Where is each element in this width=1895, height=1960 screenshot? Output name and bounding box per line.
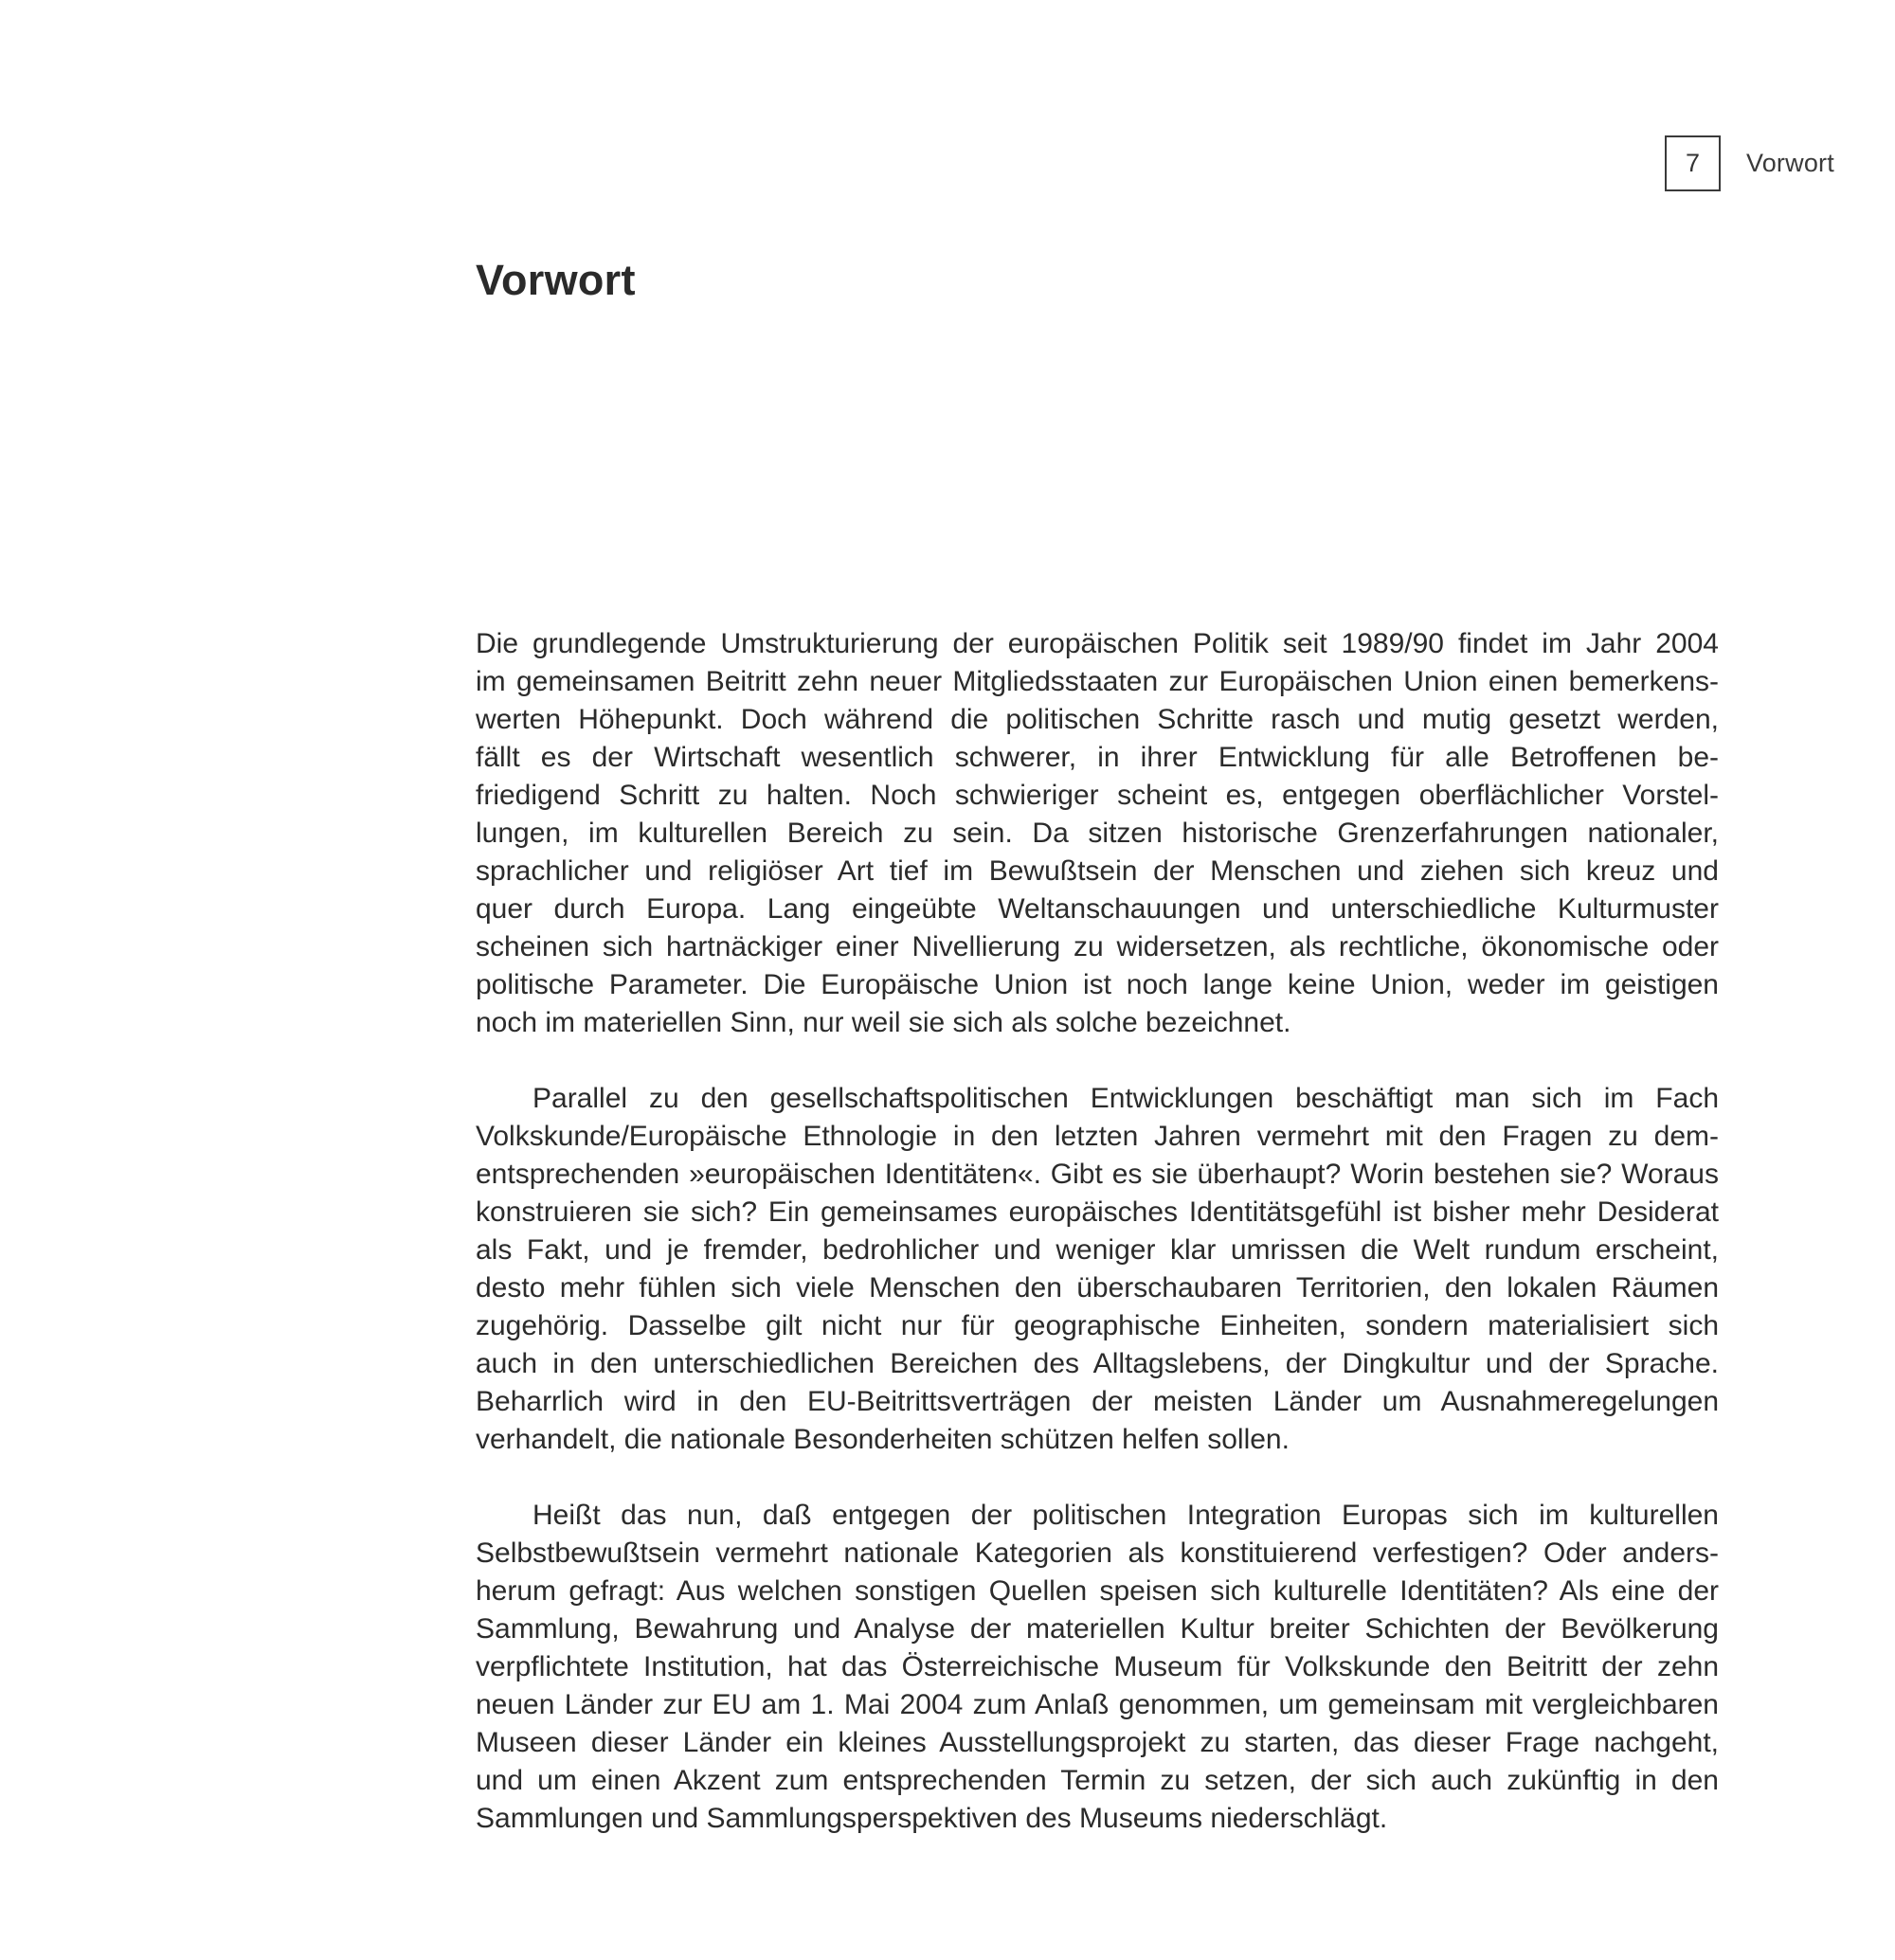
text-line: im gemeinsamen Beitritt zehn neuer Mitgliedsstaaten zur Europäischen Union einen bemerkens- — [476, 666, 1719, 697]
text-line: als Fakt, und je fremder, bedrohlicher und weniger klar umrissen die Welt rundum erscheint, — [476, 1234, 1719, 1266]
text-line: konstruieren sie sich? Ein gemeinsames europäisches Identitätsgefühl ist bisher mehr Desiderat — [476, 1196, 1719, 1228]
paragraph-2 — [476, 1080, 1719, 1459]
text-line: Parallel zu den gesellschaftspolitischen Entwicklungen beschäftigt man sich im Fach — [532, 1083, 1719, 1114]
paragraph-1 — [476, 625, 1719, 1042]
text-line: Die grundlegende Umstrukturierung der europäischen Politik seit 1989/90 findet im Jahr 2004 — [476, 628, 1719, 659]
text-line: fällt es der Wirtschaft wesentlich schwerer, in ihrer Entwicklung für alle Betroffenen be- — [476, 742, 1719, 773]
text-line: scheinen sich hartnäckiger einer Nivellierung zu widersetzen, als rechtliche, ökonomische oder — [476, 931, 1719, 962]
text-line: friedigend Schritt zu halten. Noch schwieriger scheint es, entgegen oberflächlicher Vorstel- — [476, 780, 1719, 811]
text-line: Sammlungen und Sammlungsperspektiven des Museums niederschlägt. — [476, 1803, 1388, 1834]
text-line: noch im materiellen Sinn, nur weil sie sich als solche bezeichnet. — [476, 1007, 1291, 1038]
text-line: quer durch Europa. Lang eingeübte Weltanschauungen und unterschiedliche Kulturmuster — [476, 893, 1719, 925]
text-line: Beharrlich wird in den EU-Beitrittsverträgen der meisten Länder um Ausnahmeregelungen — [476, 1386, 1719, 1417]
chapter-title: Vorwort — [476, 256, 636, 304]
body-text — [476, 625, 1719, 1876]
text-line: auch in den unterschiedlichen Bereichen des Alltagslebens, der Dingkultur und der Sprache. — [476, 1348, 1719, 1379]
text-line: werten Höhepunkt. Doch während die politischen Schritte rasch und mutig gesetzt werden, — [476, 704, 1719, 735]
paragraph-3 — [476, 1497, 1719, 1838]
text-line: herum gefragt: Aus welchen sonstigen Quellen speisen sich kulturelle Identitäten? Als eine der — [476, 1575, 1719, 1607]
page-number: 7 — [1665, 135, 1721, 191]
text-line: lungen, im kulturellen Bereich zu sein. Da sitzen historische Grenzerfahrungen nationaler, — [476, 818, 1719, 849]
text-line: Selbstbewußtsein vermehrt nationale Kategorien als konstituierend verfestigen? Oder anders- — [476, 1537, 1719, 1569]
text-line: politische Parameter. Die Europäische Union ist noch lange keine Union, weder im geistigen — [476, 969, 1719, 1000]
text-line: verpflichtete Institution, hat das Österreichische Museum für Volkskunde den Beitritt der zehn — [476, 1651, 1719, 1682]
text-line: Heißt das nun, daß entgegen der politischen Integration Europas sich im kulturellen — [532, 1500, 1719, 1531]
running-section-title: Vorwort — [1746, 149, 1834, 177]
text-line: sprachlicher und religiöser Art tief im Bewußtsein der Menschen und ziehen sich kreuz und — [476, 855, 1719, 887]
text-line: zugehörig. Dasselbe gilt nicht nur für geographische Einheiten, sondern materialisiert sich — [476, 1310, 1719, 1341]
text-line: und um einen Akzent zum entsprechenden Termin zu setzen, der sich auch zukünftig in den — [476, 1765, 1719, 1796]
text-line: Museen dieser Länder ein kleines Ausstellungsprojekt zu starten, das dieser Frage nachgeht, — [476, 1727, 1719, 1758]
text-line: entsprechenden »europäischen Identitäten«. Gibt es sie überhaupt? Worin bestehen sie? Woraus — [476, 1159, 1719, 1190]
text-line: Volkskunde/Europäische Ethnologie in den letzten Jahren vermehrt mit den Fragen zu dem- — [476, 1121, 1719, 1152]
text-line: Sammlung, Bewahrung und Analyse der materiellen Kultur breiter Schichten der Bevölkerung — [476, 1613, 1719, 1645]
text-line: verhandelt, die nationale Besonderheiten schützen helfen sollen. — [476, 1424, 1290, 1455]
text-line: neuen Länder zur EU am 1. Mai 2004 zum Anlaß genommen, um gemeinsam mit vergleichbaren — [476, 1689, 1719, 1720]
text-line: desto mehr fühlen sich viele Menschen den überschaubaren Territorien, den lokalen Räumen — [476, 1272, 1719, 1304]
running-head — [1665, 135, 1834, 191]
